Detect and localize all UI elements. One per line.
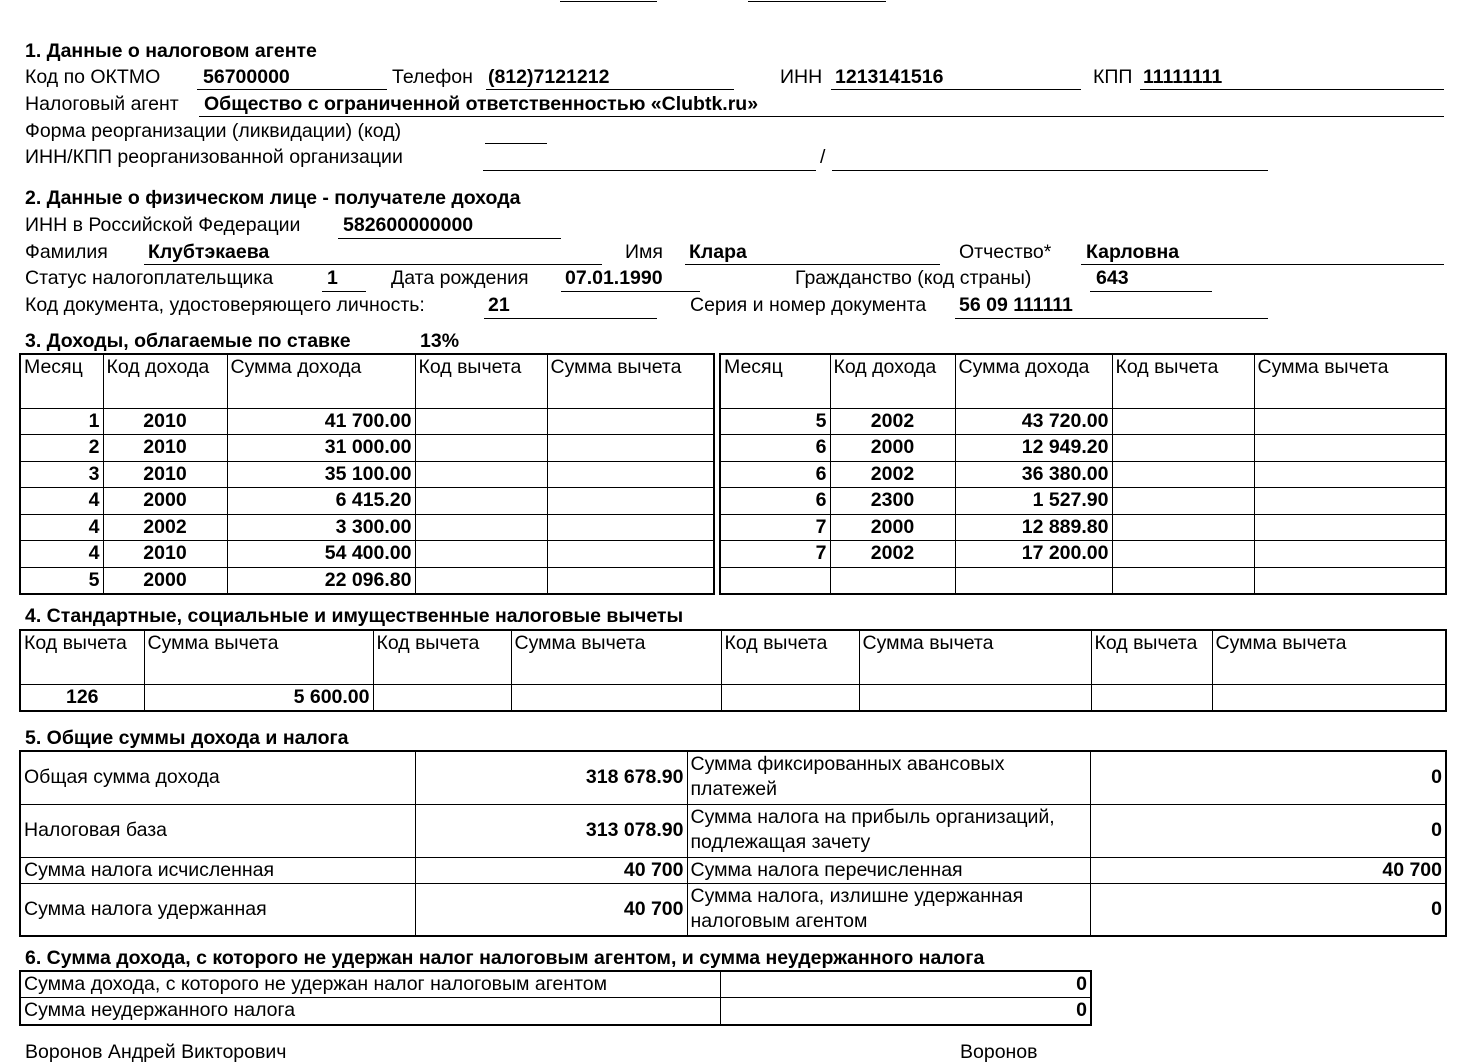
signer-name: Воронов Андрей Викторович bbox=[25, 1041, 287, 1063]
section3-title: 3. Доходы, облагаемые по ставке bbox=[25, 330, 351, 352]
section1-title: 1. Данные о налоговом агенте bbox=[25, 40, 317, 62]
header-deduction-code: Код вычета bbox=[1112, 354, 1254, 408]
table-row: 7 2000 12 889.80 bbox=[720, 514, 1446, 541]
header-income-code: Код дохода bbox=[830, 354, 955, 408]
name-label: Имя bbox=[625, 241, 663, 263]
deductions-table bbox=[19, 629, 1447, 712]
header-deduction-sum: Сумма вычета bbox=[511, 630, 721, 684]
citizenship-label: Гражданство (код страны) bbox=[795, 267, 1032, 289]
patronymic-label: Отчество* bbox=[959, 241, 1052, 263]
person-inn-label: ИНН в Российской Федерации bbox=[25, 214, 301, 236]
patronymic-value: Карловна bbox=[1086, 241, 1180, 263]
oktmo-label: Код по ОКТМО bbox=[25, 66, 161, 88]
oktmo-value: 56700000 bbox=[203, 66, 290, 88]
table-row: Налоговая база 313 078.90 Сумма налога на прибыль организаций, подлежащая зачету 0 bbox=[20, 804, 1446, 857]
table-row: 4 2010 54 400.00 bbox=[20, 541, 714, 568]
table-row: Сумма неудержанного налога 0 bbox=[20, 998, 1091, 1025]
table-row: 2 2010 31 000.00 bbox=[20, 435, 714, 462]
birth-label: Дата рождения bbox=[391, 267, 529, 289]
table-row: 5 2002 43 720.00 bbox=[720, 408, 1446, 435]
person-inn-value: 582600000000 bbox=[343, 214, 474, 236]
doc-code-value: 21 bbox=[488, 294, 510, 316]
birth-value: 07.01.1990 bbox=[565, 267, 663, 289]
agent-label: Налоговый агент bbox=[25, 93, 179, 115]
table-row: Сумма налога удержанная 40 700 Сумма налога, излишне удержанная налоговым агентом 0 bbox=[20, 883, 1446, 936]
header-deduction-code: Код вычета bbox=[1091, 630, 1212, 684]
table-row bbox=[720, 567, 1446, 594]
table-row: Сумма дохода, с которого не удержан налог налоговым агентом 0 bbox=[20, 971, 1091, 998]
table-row: 126 5 600.00 bbox=[20, 684, 1446, 711]
doc-code-label: Код документа, удостоверяющего личность: bbox=[25, 294, 425, 316]
section3-rate: 13% bbox=[420, 330, 460, 352]
reorg-inn-label: ИНН/КПП реорганизованной организации bbox=[25, 146, 403, 168]
agent-name: Общество с ограниченной ответственностью «Clubtk.ru» bbox=[204, 93, 759, 115]
phone-label: Телефон bbox=[392, 66, 473, 88]
table-row: 6 2300 1 527.90 bbox=[720, 488, 1446, 515]
name-value: Клара bbox=[689, 241, 747, 263]
table-row: 7 2002 17 200.00 bbox=[720, 541, 1446, 568]
status-value: 1 bbox=[327, 267, 338, 289]
income-table-right bbox=[719, 353, 1447, 595]
table-row: 6 2002 36 380.00 bbox=[720, 461, 1446, 488]
section4-title: 4. Стандартные, социальные и имущественные налоговые вычеты bbox=[25, 605, 684, 627]
header-deduction-sum: Сумма вычета bbox=[144, 630, 373, 684]
header-income-code: Код дохода bbox=[103, 354, 227, 408]
income-table-left bbox=[19, 353, 715, 595]
header-income-sum: Сумма дохода bbox=[955, 354, 1112, 408]
agent-inn-label: ИНН bbox=[780, 66, 823, 88]
doc-series-value: 56 09 111111 bbox=[959, 294, 1073, 316]
table-row: 5 2000 22 096.80 bbox=[20, 567, 714, 594]
header-deduction-code: Код вычета bbox=[415, 354, 547, 408]
header-deduction-code: Код вычета bbox=[373, 630, 511, 684]
phone-value: (812)7121212 bbox=[488, 66, 610, 88]
agent-inn-value: 1213141516 bbox=[835, 66, 944, 88]
table-row: 6 2000 12 949.20 bbox=[720, 435, 1446, 462]
header-deduction-sum: Сумма вычета bbox=[1254, 354, 1446, 408]
header-deduction-code: Код вычета bbox=[721, 630, 859, 684]
section2-title: 2. Данные о физическом лице - получателе дохода bbox=[25, 187, 521, 209]
section6-title: 6. Сумма дохода, с которого не удержан налог налоговым агентом, и сумма неудержанного налога bbox=[25, 947, 985, 969]
table-row: Сумма налога исчисленная 40 700 Сумма налога перечисленная 40 700 bbox=[20, 857, 1446, 883]
table-row: 1 2010 41 700.00 bbox=[20, 408, 714, 435]
header-deduction-sum: Сумма вычета bbox=[859, 630, 1091, 684]
doc-series-label: Серия и номер документа bbox=[690, 294, 927, 316]
header-month: Месяц bbox=[720, 354, 830, 408]
header-month: Месяц bbox=[20, 354, 103, 408]
table-row: Общая сумма дохода 318 678.90 Сумма фиксированных авансовых платежей 0 bbox=[20, 751, 1446, 804]
citizenship-value: 643 bbox=[1096, 267, 1129, 289]
table-row: 4 2000 6 415.20 bbox=[20, 488, 714, 515]
reorg-slash: / bbox=[820, 146, 826, 168]
table-row: 4 2002 3 300.00 bbox=[20, 514, 714, 541]
header-deduction-sum: Сумма вычета bbox=[547, 354, 714, 408]
status-label: Статус налогоплательщика bbox=[25, 267, 274, 289]
signer-signature: Воронов bbox=[960, 1041, 1038, 1063]
totals-table bbox=[19, 750, 1447, 937]
kpp-value: 11111111 bbox=[1143, 66, 1223, 88]
reorg-form-label: Форма реорганизации (ликвидации) (код) bbox=[25, 120, 402, 142]
surname-label: Фамилия bbox=[25, 241, 108, 263]
kpp-label: КПП bbox=[1093, 66, 1133, 88]
table-row: 3 2010 35 100.00 bbox=[20, 461, 714, 488]
header-deduction-code: Код вычета bbox=[20, 630, 144, 684]
section5-title: 5. Общие суммы дохода и налога bbox=[25, 727, 349, 749]
header-income-sum: Сумма дохода bbox=[227, 354, 415, 408]
header-deduction-sum: Сумма вычета bbox=[1212, 630, 1446, 684]
unwithheld-table bbox=[19, 970, 1092, 1026]
surname-value: Клубтэкаева bbox=[148, 241, 270, 263]
